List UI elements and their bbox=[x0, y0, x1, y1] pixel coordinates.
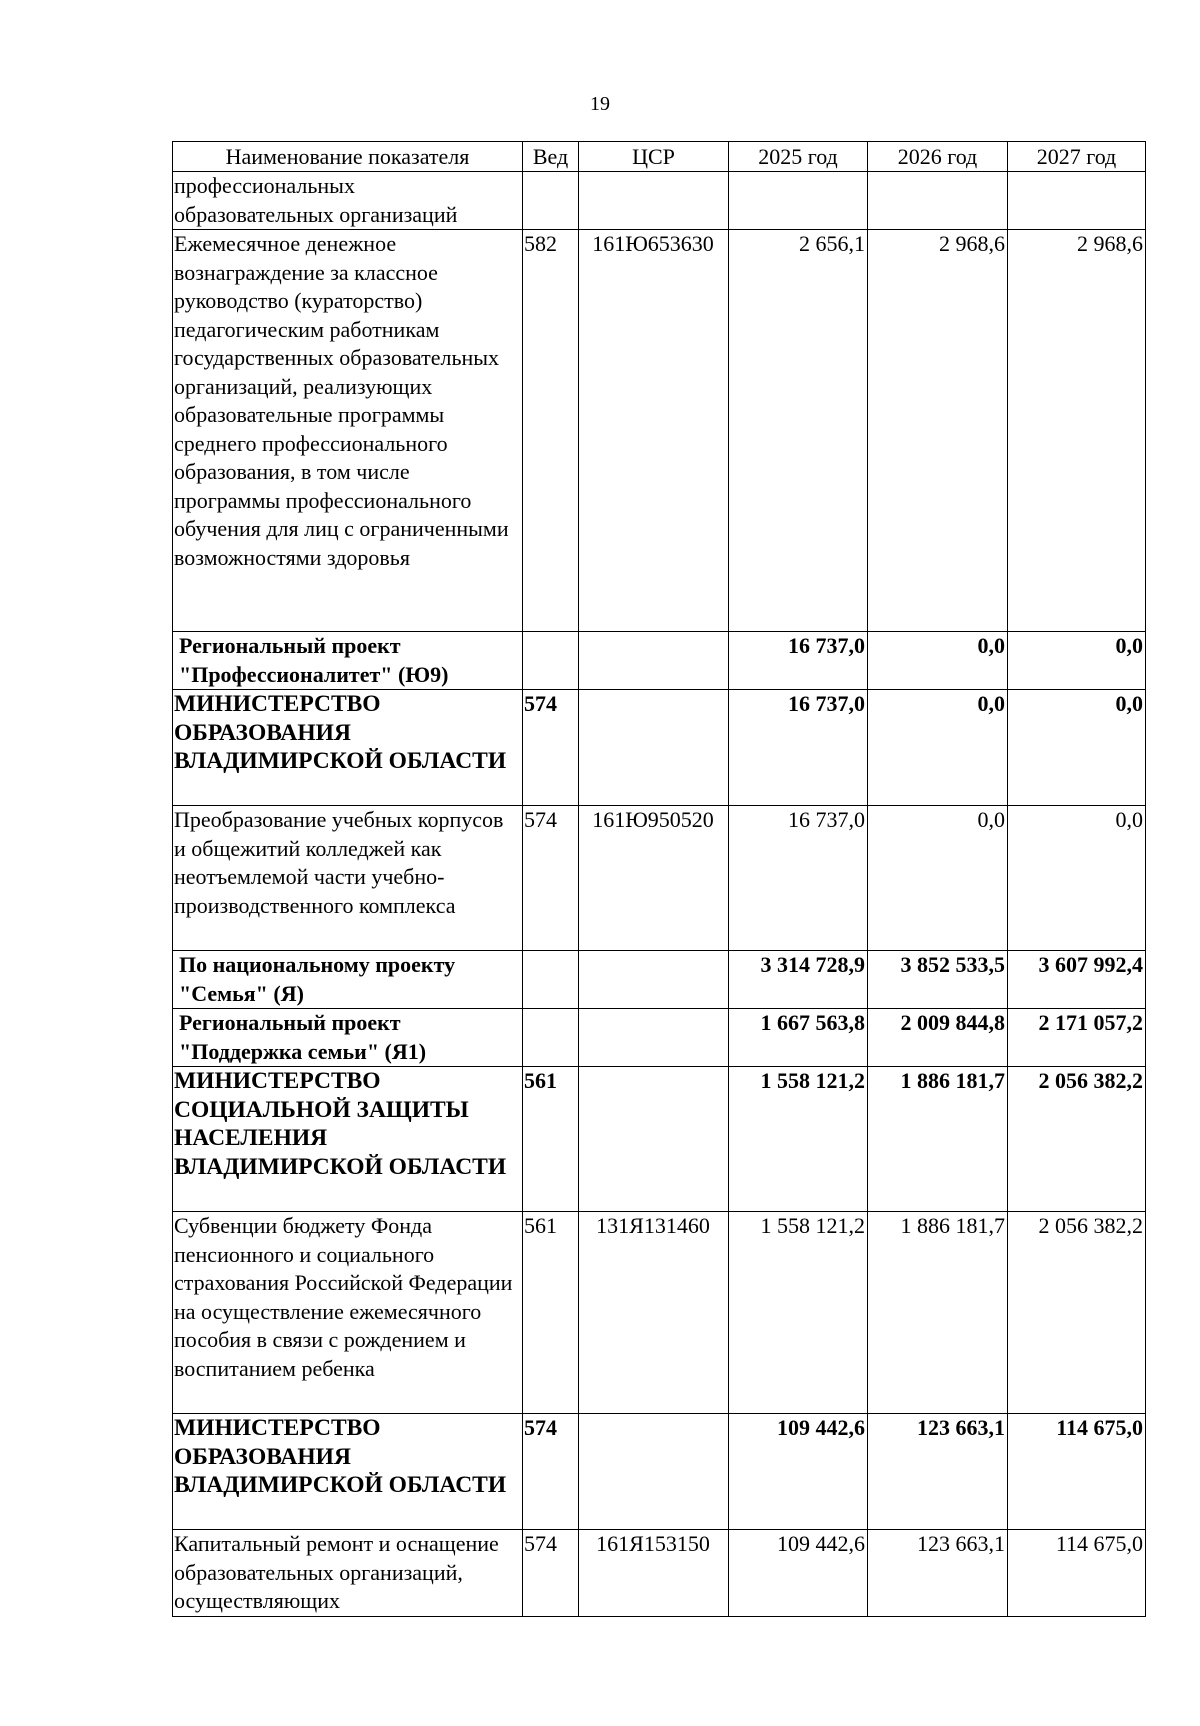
row-ved: 574 bbox=[523, 1414, 579, 1530]
row-2027: 2 171 057,2 bbox=[1008, 1009, 1146, 1067]
row-2025 bbox=[729, 172, 868, 230]
header-row bbox=[173, 142, 1146, 172]
row-2026: 0,0 bbox=[868, 632, 1008, 690]
table-row bbox=[173, 1067, 1146, 1212]
row-ved: 561 bbox=[523, 1067, 579, 1212]
row-2025: 16 737,0 bbox=[729, 806, 868, 951]
row-ved bbox=[523, 1009, 579, 1067]
budget-table bbox=[172, 141, 1146, 1617]
row-ved bbox=[523, 632, 579, 690]
row-2025: 1 667 563,8 bbox=[729, 1009, 868, 1067]
row-2027: 114 675,0 bbox=[1008, 1414, 1146, 1530]
table-row bbox=[173, 172, 1146, 230]
row-csr: 161Ю950520 bbox=[579, 806, 729, 951]
row-2027 bbox=[1008, 172, 1146, 230]
header-2025: 2025 год bbox=[729, 142, 868, 172]
row-ved: 574 bbox=[523, 806, 579, 951]
row-csr bbox=[579, 172, 729, 230]
row-2025: 3 314 728,9 bbox=[729, 951, 868, 1009]
table-row bbox=[173, 632, 1146, 690]
header-csr: ЦСР bbox=[579, 142, 729, 172]
row-2027: 0,0 bbox=[1008, 632, 1146, 690]
row-csr bbox=[579, 1009, 729, 1067]
row-ved bbox=[523, 951, 579, 1009]
row-csr: 161Ю653630 bbox=[579, 230, 729, 632]
row-csr bbox=[579, 690, 729, 806]
row-2025: 1 558 121,2 bbox=[729, 1212, 868, 1414]
row-name: Субвенции бюджету Фонда пенсионного и социального страхования Российской Федерации на осуществление ежемесячного пособия в связи с рождением и воспитанием ребенка bbox=[173, 1212, 523, 1414]
table-row bbox=[173, 951, 1146, 1009]
row-2026: 123 663,1 bbox=[868, 1414, 1008, 1530]
row-2026: 0,0 bbox=[868, 690, 1008, 806]
row-2027: 2 056 382,2 bbox=[1008, 1212, 1146, 1414]
row-2026: 3 852 533,5 bbox=[868, 951, 1008, 1009]
table-row bbox=[173, 1009, 1146, 1067]
row-csr bbox=[579, 632, 729, 690]
row-ved: 582 bbox=[523, 230, 579, 632]
row-2025: 109 442,6 bbox=[729, 1530, 868, 1617]
row-ved bbox=[523, 172, 579, 230]
row-name: МИНИСТЕРСТВО ОБРАЗОВАНИЯ ВЛАДИМИРСКОЙ ОБЛАСТИ bbox=[173, 690, 523, 806]
row-2025: 16 737,0 bbox=[729, 690, 868, 806]
row-2026: 2 968,6 bbox=[868, 230, 1008, 632]
table-row bbox=[173, 1212, 1146, 1414]
row-name: Преобразование учебных корпусов и общежитий колледжей как неотъемлемой части учебно-производственного комплекса bbox=[173, 806, 523, 951]
row-2025: 16 737,0 bbox=[729, 632, 868, 690]
row-2026: 1 886 181,7 bbox=[868, 1067, 1008, 1212]
header-2026: 2026 год bbox=[868, 142, 1008, 172]
row-name: МИНИСТЕРСТВО ОБРАЗОВАНИЯ ВЛАДИМИРСКОЙ ОБЛАСТИ bbox=[173, 1414, 523, 1530]
row-csr bbox=[579, 1414, 729, 1530]
row-2027: 2 968,6 bbox=[1008, 230, 1146, 632]
row-2027: 3 607 992,4 bbox=[1008, 951, 1146, 1009]
row-2026 bbox=[868, 172, 1008, 230]
header-name: Наименование показателя bbox=[173, 142, 523, 172]
row-2026: 123 663,1 bbox=[868, 1530, 1008, 1617]
row-2025: 109 442,6 bbox=[729, 1414, 868, 1530]
row-2027: 2 056 382,2 bbox=[1008, 1067, 1146, 1212]
table-row bbox=[173, 1530, 1146, 1617]
row-csr: 131Я131460 bbox=[579, 1212, 729, 1414]
row-2027: 114 675,0 bbox=[1008, 1530, 1146, 1617]
row-csr bbox=[579, 951, 729, 1009]
page-number: 19 bbox=[590, 93, 610, 115]
row-2027: 0,0 bbox=[1008, 690, 1146, 806]
table-row bbox=[173, 230, 1146, 632]
row-2026: 2 009 844,8 bbox=[868, 1009, 1008, 1067]
row-name: Региональный проект "Профессионалитет" (Ю9) bbox=[173, 632, 523, 690]
row-ved: 574 bbox=[523, 1530, 579, 1617]
row-name: По национальному проекту "Семья" (Я) bbox=[173, 951, 523, 1009]
table-row bbox=[173, 690, 1146, 806]
row-ved: 561 bbox=[523, 1212, 579, 1414]
row-2026: 1 886 181,7 bbox=[868, 1212, 1008, 1414]
row-name: Ежемесячное денежное вознаграждение за классное руководство (кураторство) педагогическим работникам государственных образовательных организаций, реализующих образовательные программы среднего профессионального образования, в том числе программы профессионального обучения для лиц с ограниченными возможностями здоровья bbox=[173, 230, 523, 632]
row-2026: 0,0 bbox=[868, 806, 1008, 951]
row-name: профессиональных образовательных организаций bbox=[173, 172, 523, 230]
table-row bbox=[173, 806, 1146, 951]
row-csr: 161Я153150 bbox=[579, 1530, 729, 1617]
row-2025: 1 558 121,2 bbox=[729, 1067, 868, 1212]
row-2025: 2 656,1 bbox=[729, 230, 868, 632]
row-csr bbox=[579, 1067, 729, 1212]
row-name: Региональный проект "Поддержка семьи" (Я1) bbox=[173, 1009, 523, 1067]
row-name: МИНИСТЕРСТВО СОЦИАЛЬНОЙ ЗАЩИТЫ НАСЕЛЕНИЯ ВЛАДИМИРСКОЙ ОБЛАСТИ bbox=[173, 1067, 523, 1212]
row-name: Капитальный ремонт и оснащение образовательных организаций, осуществляющих bbox=[173, 1530, 523, 1617]
row-2027: 0,0 bbox=[1008, 806, 1146, 951]
table-row bbox=[173, 1414, 1146, 1530]
header-2027: 2027 год bbox=[1008, 142, 1146, 172]
header-ved: Вед bbox=[523, 142, 579, 172]
row-ved: 574 bbox=[523, 690, 579, 806]
